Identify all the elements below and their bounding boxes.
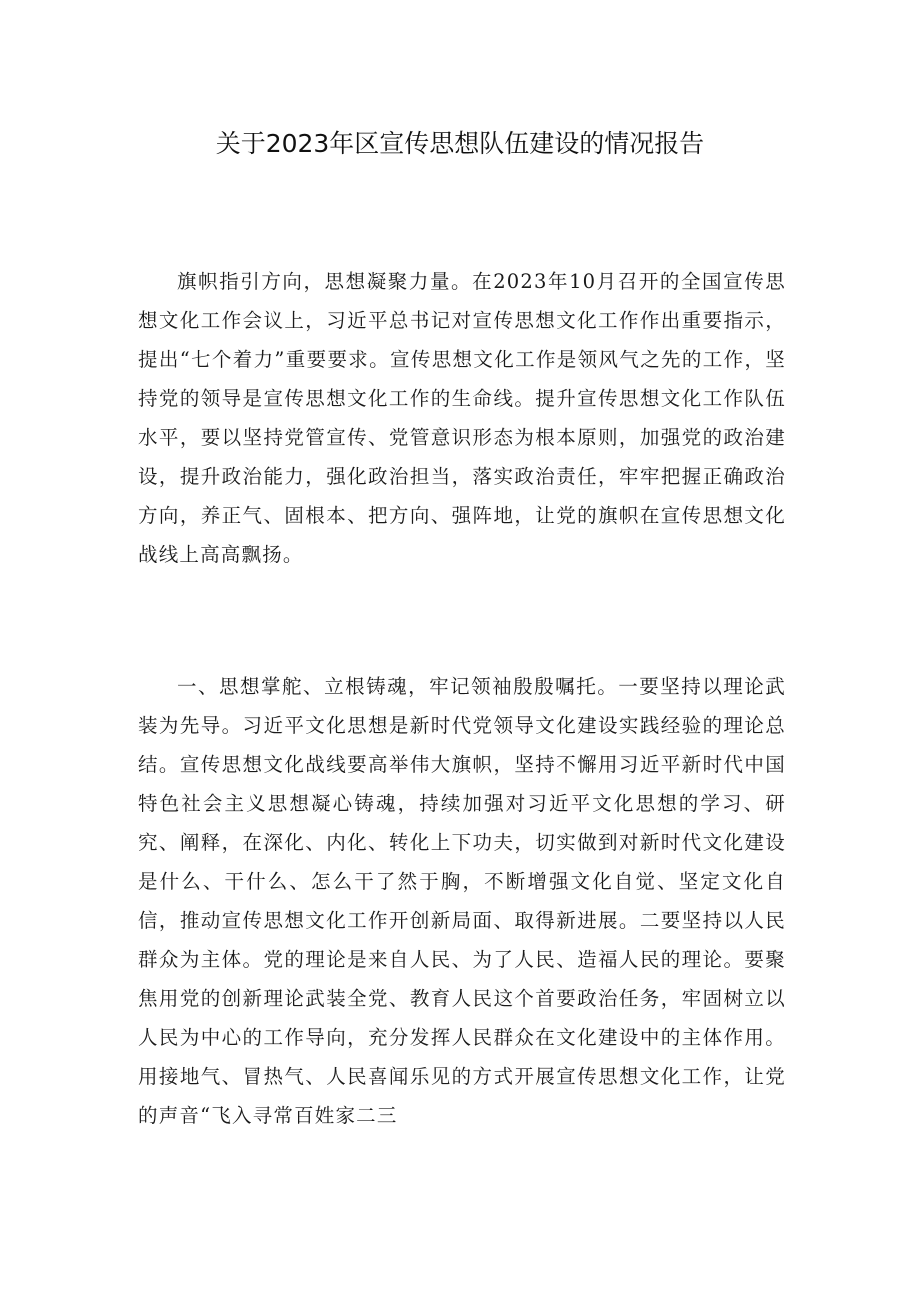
document-title: 关于2023年区宣传思想队伍建设的情况报告 [215,129,705,158]
paragraph-intro: 旗帜指引方向，思想凝聚力量。在2023年10月召开的全国宣传思想文化工作会议上，习近平总书记对宣传思想文化工作作出重要指示，提出“七个着力”重要要求。宣传思想文化工作是领风气之先的工作，坚持党的领导是宣传思想文化工作的生命线。提升宣传思想文化工作队伍水平，要以坚持党管宣传、党管意识形态为根本原则，加强党的政治建设，提升政治能力，强化政治担当，落实政治责任，牢牢把握正确政治方向，养正气、固根本、把方向、强阵地，让党的旗帜在宣传思想文化战线上高高飘扬。 [138,270,786,566]
paragraph-section-one: 一、思想掌舵、立根铸魂，牢记领袖殷殷嘱托。一要坚持以理论武装为先导。习近平文化思想是新时代党领导文化建设实践经验的理论总结。宣传思想文化战线要高举伟大旗帜，坚持不懈用习近平新时代中国特色社会主义思想凝心铸魂，持续加强对习近平文化思想的学习、研究、阐释，在深化、内化、转化上下功夫，切实做到对新时代文化建设是什么、干什么、怎么干了然于胸，不断增强文化自觉、坚定文化自信，推动宣传思想文化工作开创新局面、取得新进展。二要坚持以人民群众为主体。党的理论是来自人民、为了人民、造福人民的理论。要聚焦用党的创新理论武装全党、教育人民这个首要政治任务，牢固树立以人民为中心的工作导向，充分发挥人民群众在文化建设中的主体作用。用接地气、冒热气、人民喜闻乐见的方式开展宣传思想文化工作，让党的声音“飞入寻常百姓家二三 [138,675,786,1127]
